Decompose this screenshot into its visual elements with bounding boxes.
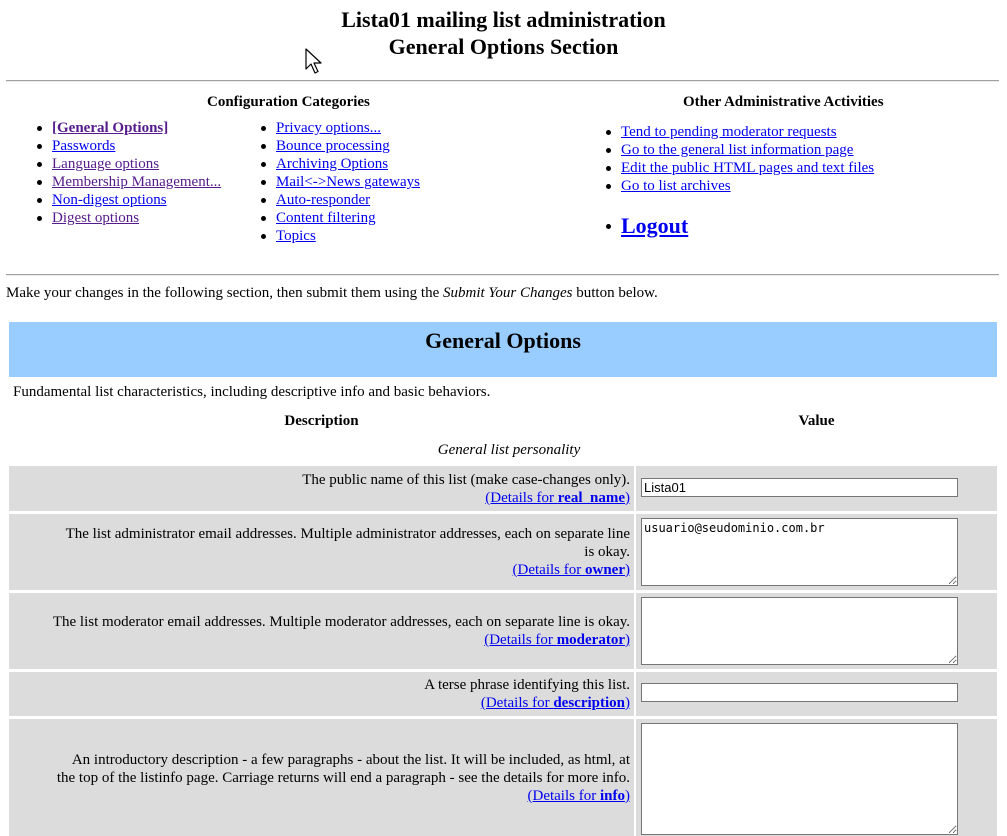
category-mail-news-gateways-link[interactable]: Mail<->News gateways [276, 174, 420, 190]
page-title-line2: General Options Section [388, 34, 619, 59]
instructions-text [6, 285, 658, 302]
category-content-filtering-link[interactable]: Content filtering [276, 210, 376, 226]
option-description-cell [9, 466, 634, 511]
list-item [52, 209, 221, 227]
owner-textarea[interactable] [641, 518, 958, 586]
details-owner-link[interactable]: (Details for owner) [512, 562, 630, 578]
list-item [276, 191, 420, 209]
list-item [52, 155, 221, 173]
list-item [52, 173, 221, 191]
option-description [53, 613, 630, 649]
option-value-cell [636, 672, 997, 716]
option-description [66, 525, 630, 579]
list-item [621, 177, 874, 195]
pending-requests-link[interactable]: Tend to pending moderator requests [621, 124, 837, 140]
list-item [276, 137, 420, 155]
option-description [57, 751, 630, 805]
category-auto-responder-link[interactable]: Auto-responder [276, 192, 371, 208]
list-item [276, 173, 420, 191]
section-summary: Fundamental list characteristics, including descriptive info and basic behaviors. [13, 384, 491, 400]
category-topics-link[interactable]: Topics [276, 228, 316, 244]
details-real-name-link[interactable]: (Details for real_name) [485, 490, 630, 506]
option-description-cell [9, 672, 634, 716]
other-activities-heading: Other Administrative Activities [683, 94, 884, 110]
instructions-emphasis: Submit Your Changes [443, 285, 573, 301]
option-row-owner [9, 514, 997, 590]
option-description-text: The public name of this list (make case-changes only). [302, 472, 630, 488]
option-value-cell [636, 514, 997, 590]
description-input[interactable] [641, 683, 958, 702]
details-info-link[interactable]: (Details for info) [527, 788, 630, 804]
category-membership-management-link[interactable]: Membership Management... [52, 174, 222, 190]
details-moderator-link[interactable]: (Details for moderator) [484, 632, 630, 648]
edit-html-pages-link[interactable]: Edit the public HTML pages and text files [621, 160, 875, 176]
section-title: General Options [425, 328, 581, 353]
option-description-text-line2: the top of the listinfo page. Carriage returns will end a paragraph - see the details for more info. [56, 770, 630, 786]
real-name-input[interactable] [641, 478, 958, 497]
option-description-text-line2: is okay. [584, 544, 630, 560]
list-item [621, 159, 874, 177]
option-description-cell [9, 593, 634, 669]
config-categories-left-list [52, 119, 221, 227]
list-info-page-link[interactable]: Go to the general list information page [621, 142, 854, 158]
group-label: General list personality [437, 442, 581, 458]
top-divider [6, 80, 999, 82]
list-item [621, 123, 874, 141]
info-textarea[interactable] [641, 723, 958, 835]
option-description-cell [9, 514, 634, 590]
category-privacy-options-link[interactable]: Privacy options... [276, 120, 381, 136]
section-banner [9, 322, 997, 377]
list-item [621, 211, 688, 241]
option-description-cell [9, 719, 634, 836]
list-item [621, 141, 874, 159]
page-title-line1: Lista01 mailing list administration [341, 7, 666, 32]
option-row-moderator [9, 593, 997, 669]
option-description [302, 471, 630, 507]
list-item [52, 119, 221, 137]
option-row-description [9, 672, 997, 716]
config-categories-heading: Configuration Categories [207, 94, 370, 110]
option-row-real-name [9, 466, 997, 511]
option-value-cell [636, 593, 997, 669]
instructions-after: button below. [572, 285, 658, 301]
option-description [424, 676, 630, 712]
list-item [276, 119, 420, 137]
other-activities-list [621, 123, 874, 195]
option-row-info [9, 719, 997, 836]
option-description-text-line1: An introductory description - a few paragraphs - about the list. It will be included, as html, at [71, 752, 630, 768]
category-general-options-link[interactable]: [General Options] [52, 120, 169, 136]
option-value-cell [636, 719, 997, 836]
category-bounce-processing-link[interactable]: Bounce processing [276, 138, 390, 154]
category-passwords-link[interactable]: Passwords [52, 138, 116, 154]
category-digest-options-link[interactable]: Digest options [52, 210, 140, 226]
list-archives-link[interactable]: Go to list archives [621, 178, 731, 194]
middle-divider [6, 274, 999, 276]
option-description-text: The list moderator email addresses. Multiple moderator addresses, each on separate line is okay. [52, 614, 630, 630]
page-title [0, 6, 1007, 60]
list-item [276, 227, 420, 245]
value-column-header: Value [798, 413, 835, 429]
config-categories-right-list [276, 119, 420, 245]
mouse-pointer-icon [305, 48, 325, 76]
description-column-header: Description [284, 413, 359, 429]
option-description-text: A terse phrase identifying this list. [424, 677, 630, 693]
list-item [52, 191, 221, 209]
list-item [276, 155, 420, 173]
logout-link[interactable]: Logout [621, 213, 689, 238]
list-item [276, 209, 420, 227]
category-language-options-link[interactable]: Language options [52, 156, 160, 172]
list-item [52, 137, 221, 155]
category-archiving-options-link[interactable]: Archiving Options [276, 156, 389, 172]
moderator-textarea[interactable] [641, 597, 958, 665]
logout-list [621, 211, 688, 241]
details-description-link[interactable]: (Details for description) [480, 695, 630, 711]
option-value-cell [636, 466, 997, 511]
option-description-text-line1: The list administrator email addresses. Multiple administrator addresses, each on separate line [65, 526, 630, 542]
instructions-before: Make your changes in the following section, then submit them using the [6, 285, 444, 301]
category-non-digest-options-link[interactable]: Non-digest options [52, 192, 167, 208]
